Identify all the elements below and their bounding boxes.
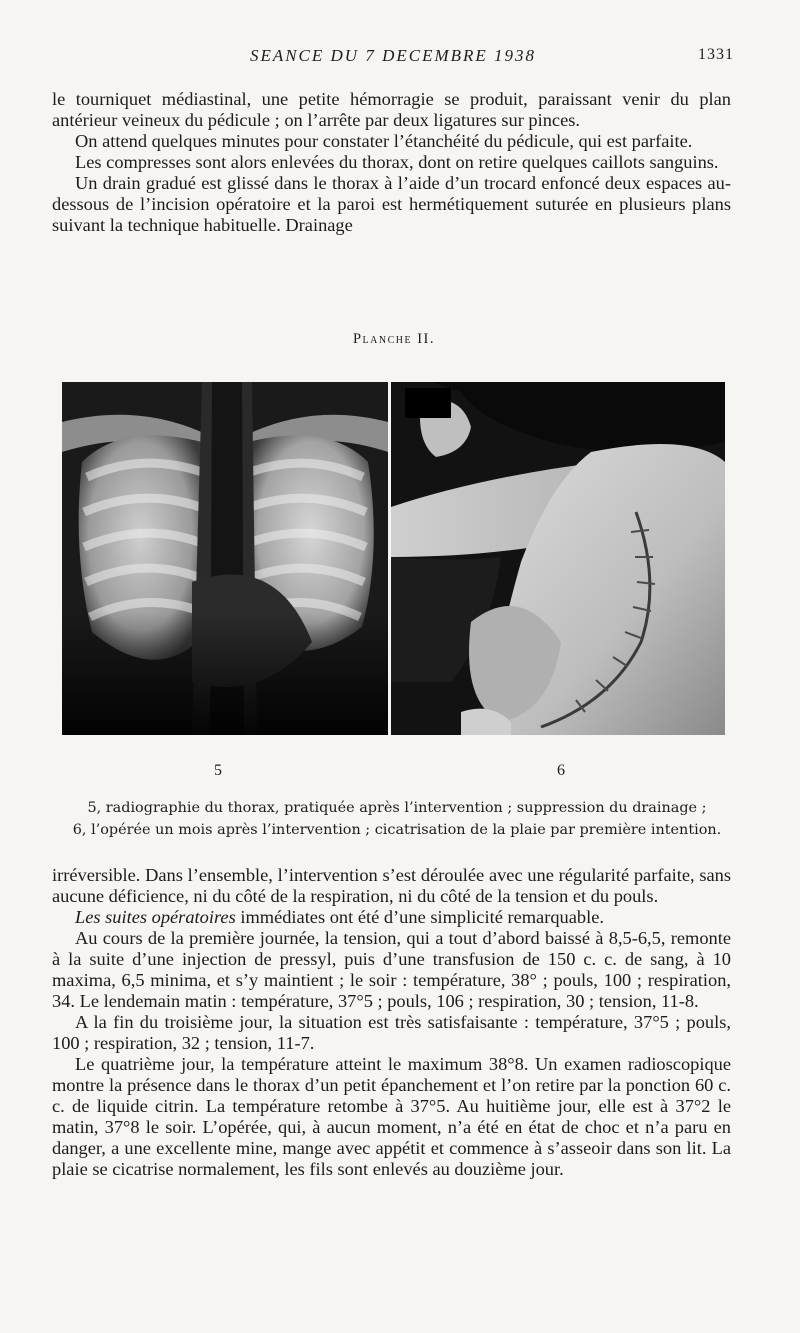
- caption-line: 6, l’opérée un mois après l’intervention ; cicatrisation de la plaie par première intention.: [72, 822, 722, 838]
- body-text-bottom: [52, 865, 731, 1180]
- body-text-top: [52, 89, 731, 236]
- page-number: 1331: [698, 46, 734, 63]
- italic-phrase: Les suites opératoires: [75, 907, 236, 927]
- paragraph: Un drain gradué est glissé dans le thorax à l’aide d’un trocard enfoncé deux espaces au-dessous de l’incision opératoire et la paroi est hermétiquement suturée en plusieurs plans suivant la technique habituelle. Drainage: [52, 173, 731, 235]
- paragraph: [52, 907, 731, 928]
- paragraph: le tourniquet médiastinal, une petite hémorragie se produit, paraissant venir du plan antérieur veineux du pédicule ; on l’arrête par deux ligatures sur pinces.: [52, 89, 731, 130]
- paragraph-text: immédiates ont été d’une simplicité remarquable.: [235, 907, 604, 927]
- paragraph: Les compresses sont alors enlevées du thorax, dont on retire quelques caillots sanguins.: [75, 152, 719, 172]
- plate-caption: [52, 797, 742, 841]
- patient-photograph-image: [391, 382, 725, 735]
- paragraph: Le quatrième jour, la température atteint le maximum 38°8. Un examen radioscopique montre la présence dans le thorax d’un petit épanchement et l’on retire par la ponction 60 c. c. de liquide citrin. La température retombe à 37°5. Au huitième jour, elle est à 37°2 le matin, 37°8 le soir. L’opérée, qui, à aucun moment, n’a été en état de choc et n’a paru en danger, a une excellente mine, mange avec appétit et commence à s’asseoir dans son lit. La plaie se cicatrise normalement, les fils sont enlevés au douzième jour.: [52, 1054, 731, 1179]
- running-head: [52, 46, 734, 70]
- paragraph: On attend quelques minutes pour constater l’étanchéité du pédicule, qui est parfaite.: [75, 131, 693, 151]
- figure-number-5: 5: [214, 762, 222, 779]
- caption-line: 5, radiographie du thorax, pratiquée après l’intervention ; suppression du drainage ;: [87, 800, 707, 816]
- paragraph: Au cours de la première journée, la tension, qui a tout d’abord baissé à 8,5-6,5, remonte à la suite d’une injection de pressyl, puis d’une transfusion de 150 c. c. de sang, à 10 maxima, 6,5 minima, et s’y maintient ; le soir : température, 38° ; pouls, 100 ; respiration, 34. Le lendemain matin : température, 37°5 ; pouls, 106 ; respiration, 30 ; tension, 11-8.: [52, 928, 731, 1011]
- running-head-title: SEANCE DU 7 DECEMBRE 1938: [249, 46, 537, 65]
- plate-title: Planche II.: [352, 331, 436, 347]
- paragraph: irréversible. Dans l’ensemble, l’intervention s’est déroulée avec une régularité parfaite, sans aucune déficience, ni du côté de la respiration, ni du côté de la tension et du pouls.: [52, 865, 731, 906]
- chest-radiograph-image: [62, 382, 388, 735]
- paragraph: A la fin du troisième jour, la situation est très satisfaisante : température, 37°5 ; pouls, 100 ; respiration, 32 ; tension, 11-7.: [52, 1012, 731, 1053]
- figure-number-6: 6: [557, 762, 565, 779]
